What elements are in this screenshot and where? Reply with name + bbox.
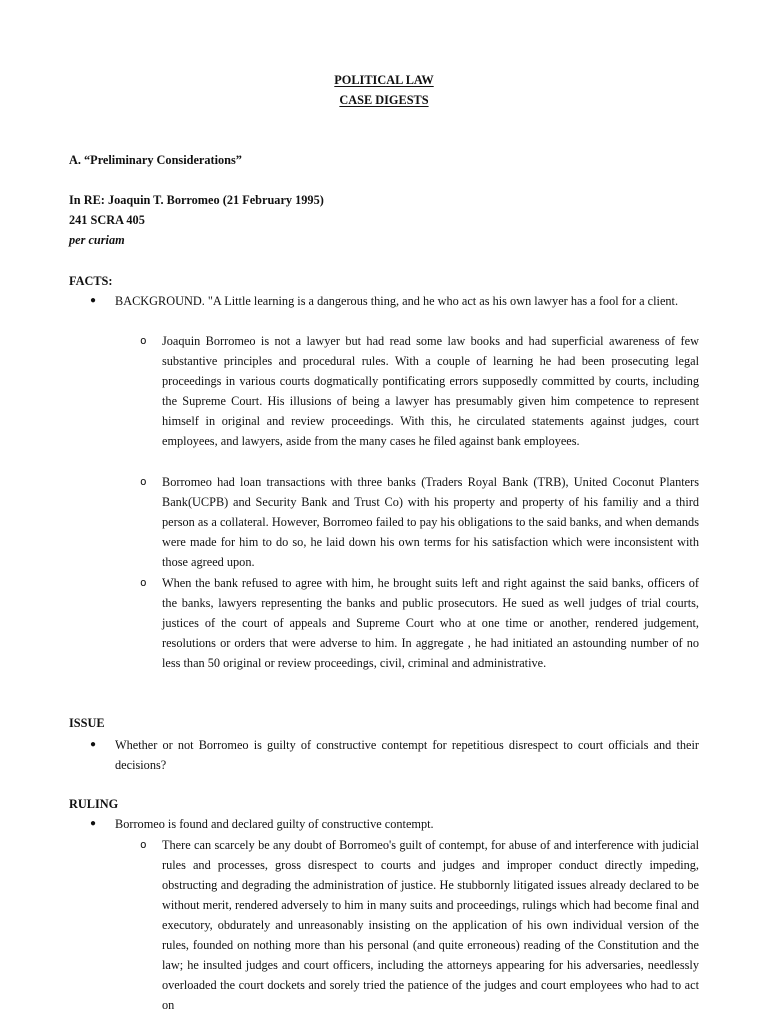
section-heading: A. “Preliminary Considerations” (69, 153, 242, 167)
case-title: In RE: Joaquin T. Borromeo (21 February 1995) (69, 193, 324, 207)
case-citation: 241 SCRA 405 (69, 213, 145, 227)
facts-sub-item-3: When the bank refused to agree with him, he brought suits left and right against the said banks, officers of the banks, lawyers representing the banks and public prosecutors. He sued as well judges of trial courts, justices of the court of appeals and Supreme Court who at one time or another, rendered judgement, resolutions or orders that were adverse to him. In aggregate , he had initiated an astounding number of no less than 50 original or review proceedings, civil, criminal and administrative. (162, 576, 699, 670)
sub-bullet-marker: o (140, 475, 147, 488)
sub-bullet-marker: o (140, 576, 147, 589)
case-ponente: per curiam (69, 233, 125, 247)
bullet-marker: ● (90, 818, 97, 829)
facts-sub-item-1: Joaquin Borromeo is not a lawyer but had read some law books and had superficial awareness of few substantive principles and procedural rules. With a couple of learning he had been prosecuting legal proceedings in various courts dogmatically pontificating errors supposedly committed by courts, including the Supreme Court. His illusions of being a lawyer has presumably given him competence to represent himself in original and review proceedings. With this, he circulated statements against judges, court employees, and lawyers, aside from the many cases he filed against bank employees. (162, 334, 699, 448)
sub-bullet-marker: o (140, 334, 147, 347)
bullet-marker: ● (90, 739, 97, 750)
facts-background-bullet: BACKGROUND. "A Little learning is a dangerous thing, and he who act as his own lawyer has a fool for a client. (115, 294, 679, 308)
bullet-marker: ● (90, 295, 97, 306)
issue-heading: ISSUE (69, 716, 105, 730)
ruling-bullet: Borromeo is found and declared guilty of constructive contempt. (115, 817, 434, 831)
facts-heading: FACTS: (69, 274, 113, 288)
ruling-sub-item-1: There can scarcely be any doubt of Borromeo's guilt of contempt, for abuse of and interference with judicial rules and processes, gross disrespect to courts and judges and improper conduct directly impeding, obstructing and degrading the administration of justice. He stubbornly litigated issues already declared to be without merit, rendered adversely to him in many suits and proceedings, rulings which had become final and executory, obdurately and unreasonably insisting on the application of his own individual version of the rules, founded on nothing more than his personal (and quite erroneous) reading of the Constitution and the law; he insulted judges and court officers, including the attorneys appearing for his adversaries, needlessly overloaded the court dockets and sorely tried the patience of the judges and court employees who had to act on (162, 838, 699, 1012)
sub-bullet-marker: o (140, 838, 147, 851)
ruling-heading: RULING (69, 797, 119, 811)
facts-sub-item-2: Borromeo had loan transactions with three banks (Traders Royal Bank (TRB), United Coconut Planters Bank(UCPB) and Security Bank and Trust Co) with his property and property of his familiy and a third person as a collateral. However, Borromeo failed to pay his obligations to the said banks, and when demands were made for him to do so, he laid down his own terms for his satisfaction which were inconsistent with those agreed upon. (162, 475, 699, 569)
document-title-line1: POLITICAL LAW (334, 73, 434, 87)
document-title-line2: CASE DIGESTS (339, 93, 429, 107)
issue-bullet: Whether or not Borromeo is guilty of constructive contempt for repetitious disrespect to court officials and their decisions? (115, 738, 699, 772)
